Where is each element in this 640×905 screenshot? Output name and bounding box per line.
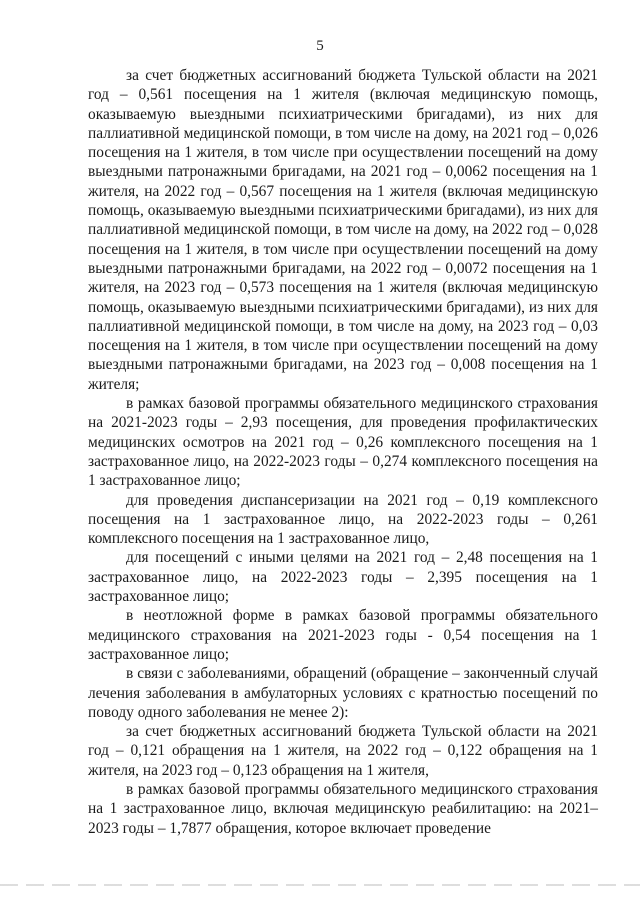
paragraph-urgent-form: в неотложной форме в рамках базовой программы обязательного медицинского страхования на 2021-2023 годы - 0,54 посещения на 1 застрахованное лицо;: [88, 607, 598, 663]
paragraph-oms-visits: в рамках базовой программы обязательного медицинского страхования на 2021-2023 годы – 2,93 посещения, для проведения профилактических медицинских осмотров на 2021 год – 0,26 комплексного посещения на 1 застрахованное лицо, на 2022-2023 годы – 0,274 комплексного посещения на 1 застрахованное лицо;: [88, 395, 598, 490]
paragraph-budget-visits: за счет бюджетных ассигнований бюджета Тульской области на 2021 год – 0,561 посещения на 1 жителя (включая медицинскую помощь, оказываемую выездными психиатрическими бригадами), из них для паллиативной медицинской помощи, в том числе на дому, на 2021 год – 0,026 посещения на 1 жителя, в том числе при осуществлении посещений на дому выездными патронажными бригадами, на 2021 год – 0,0062 посещения на 1 жителя, на 2022 год – 0,567 посещения на 1 жителя (включая медицинскую помощь, оказываемую выездными психиатрическими бригадами), из них для паллиативной медицинской помощи, в том числе на дому, на 2022 год – 0,028 посещения на 1 жителя, в том числе при осуществлении посещений на дому выездными патронажными бригадами, на 2022 год – 0,0072 посещения на 1 жителя, на 2023 год – 0,573 посещения на 1 жителя (включая медицинскую помощь, оказываемую выездными психиатрическими бригадами), из них для паллиативной медицинской помощи, в том числе на дому, на 2023 год – 0,03 посещения на 1 жителя, в том числе при осуществлении посещений на дому выездными патронажными бригадами, на 2023 год – 0,008 посещения на 1 жителя;: [88, 67, 598, 393]
scan-artifact-line: [0, 884, 640, 886]
page-number: 5: [316, 38, 324, 54]
document-body: [88, 66, 598, 838]
paragraph-dispensary: для проведения диспансеризации на 2021 год – 0,19 комплексного посещения на 1 застрахованное лицо, на 2022-2023 годы – 0,261 комплексного посещения на 1 застрахованное лицо,: [88, 491, 598, 548]
paragraph-diseases-appeals: в связи с заболеваниями, обращений (обращение – законченный случай лечения заболевания в амбулаторных условиях с кратностью посещений по поводу одного заболевания не менее 2):: [88, 665, 598, 721]
paragraph-budget-appeals: за счет бюджетных ассигнований бюджета Тульской области на 2021 год – 0,121 обращения на 1 жителя, на 2022 год – 0,122 обращения на 1 жителя, на 2023 год – 0,123 обращения на 1 жителя,: [88, 723, 598, 779]
paragraph-oms-appeals: в рамках базовой программы обязательного медицинского страхования на 1 застрахованное лицо, включая медицинскую реабилитацию: на 2021–2023 годы – 1,7877 обращения, которое включает проведение: [88, 780, 598, 837]
paragraph-other-purposes: для посещений с иными целями на 2021 год – 2,48 посещения на 1 застрахованное лицо, на 2022-2023 годы – 2,395 посещения на 1 застрахованное лицо;: [88, 549, 598, 606]
